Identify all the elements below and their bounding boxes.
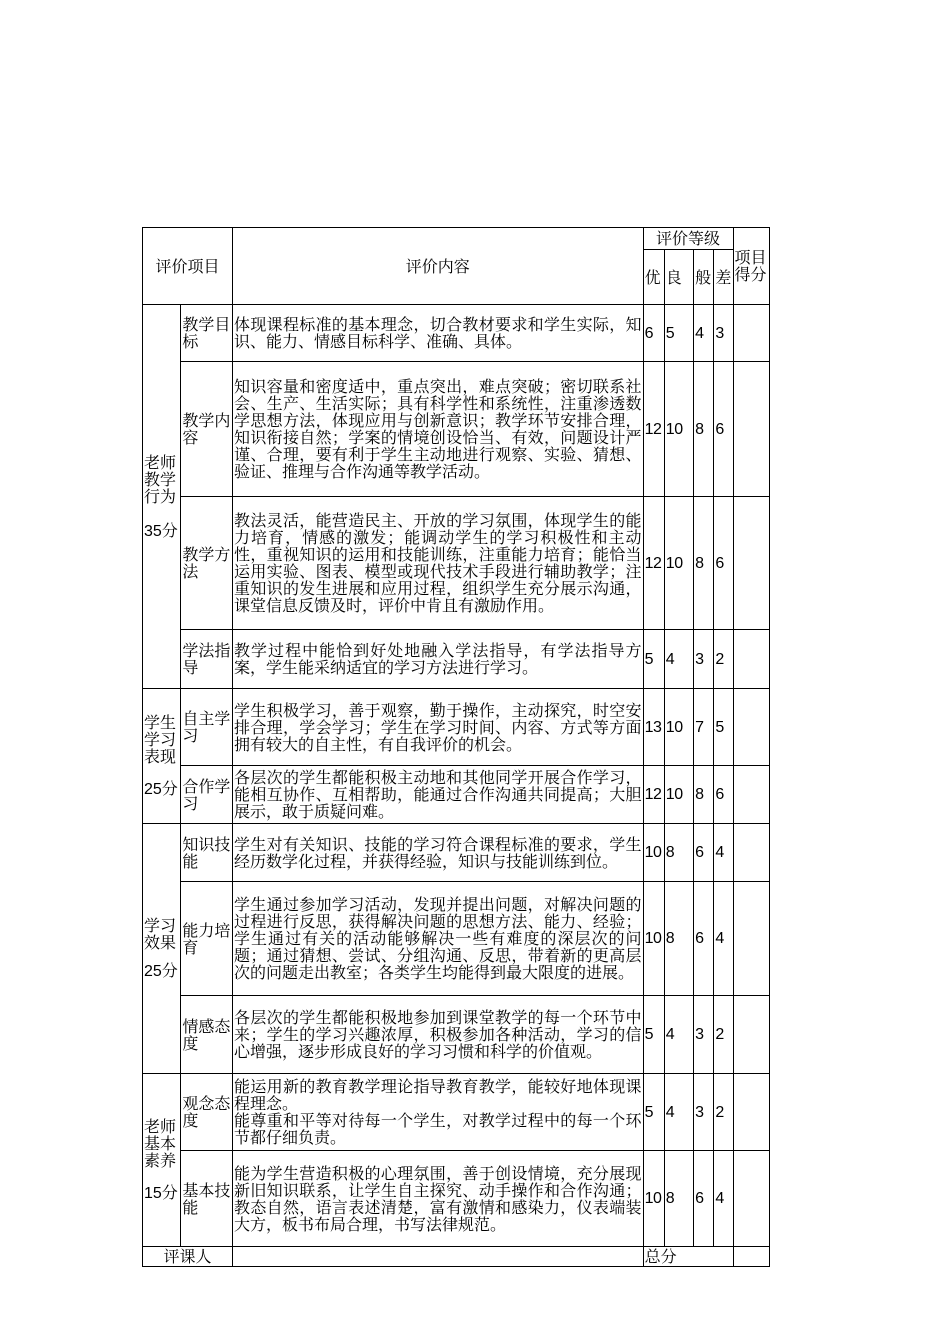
item-score-cell[interactable] xyxy=(733,996,769,1074)
score-average: 8 xyxy=(694,497,714,630)
score-average: 7 xyxy=(694,689,714,766)
score-poor: 4 xyxy=(714,882,733,996)
table-row xyxy=(143,305,770,362)
item-content: 教学过程中能恰到好处地融入学法指导，有学法指导方案，学生能采纳适宜的学习方法进行学习。 xyxy=(233,630,644,689)
score-excellent: 12 xyxy=(643,497,664,630)
category-student-performance xyxy=(143,689,181,824)
header-grade-poor: 差 xyxy=(714,250,733,305)
score-poor: 4 xyxy=(714,824,733,882)
item-content: 能运用新的教育教学理论指导教育教学，能较好地体现课程理念。 能尊重和平等对待每一个学生，对教学过程中的每一个环节都仔细负责。 xyxy=(233,1074,644,1151)
score-average: 3 xyxy=(694,630,714,689)
item-score-cell[interactable] xyxy=(733,766,769,824)
score-excellent: 10 xyxy=(643,824,664,882)
sub-item: 学法指导 xyxy=(181,630,233,689)
category-points: 15分 xyxy=(144,1185,178,1202)
table-row xyxy=(143,1151,770,1247)
score-good: 8 xyxy=(664,882,693,996)
score-poor: 2 xyxy=(714,996,733,1074)
category-teaching-behavior xyxy=(143,305,181,689)
header-grade-average: 般 xyxy=(694,250,714,305)
reviewer-label: 评课人 xyxy=(143,1247,233,1267)
score-poor: 2 xyxy=(714,630,733,689)
category-points: 35分 xyxy=(144,522,178,540)
table-row xyxy=(143,689,770,766)
score-average: 6 xyxy=(694,824,714,882)
category-learning-outcome xyxy=(143,824,181,1074)
score-excellent: 12 xyxy=(643,362,664,497)
item-score-cell[interactable] xyxy=(733,305,769,362)
category-points: 25分 xyxy=(144,781,178,798)
item-content: 学生积极学习，善于观察，勤于操作，主动探究，时空安排合理，学会学习；学生在学习时间、内容、方式等方面拥有较大的自主性，有自我评价的机会。 xyxy=(233,689,644,766)
header-grade-excellent: 优 xyxy=(643,250,664,305)
score-good: 8 xyxy=(664,824,693,882)
score-excellent: 5 xyxy=(643,996,664,1074)
table-row xyxy=(143,996,770,1074)
item-score-cell[interactable] xyxy=(733,1151,769,1247)
score-excellent: 12 xyxy=(643,766,664,824)
score-good: 10 xyxy=(664,497,693,630)
score-good: 8 xyxy=(664,1151,693,1247)
sub-item: 教学目标 xyxy=(181,305,233,362)
item-score-cell[interactable] xyxy=(733,689,769,766)
item-content: 知识容量和密度适中，重点突出，难点突破；密切联系社会、生产、生活实际；具有科学性和系统性，注重渗透数学思想方法，体现应用与创新意识；教学环节安排合理，知识衔接自然；学案的情境创设恰当、有效，问题设计严谨、合理，要有利于学生主动地进行观察、实验、猜想、验证、推理与合作沟通等教学活动。 xyxy=(233,362,644,497)
item-content: 各层次的学生都能积极主动地和其他同学开展合作学习，能相互协作、互相帮助，能通过合作沟通共同提高；大胆展示，敢于质疑问难。 xyxy=(233,766,644,824)
table-row xyxy=(143,362,770,497)
score-poor: 5 xyxy=(714,689,733,766)
category-teacher-quality xyxy=(143,1074,181,1247)
table-row xyxy=(143,824,770,882)
table-row xyxy=(143,630,770,689)
table-row xyxy=(143,497,770,630)
sub-item: 基本技能 xyxy=(181,1151,233,1247)
footer-row xyxy=(143,1247,770,1267)
header-grade-group: 评价等级 xyxy=(643,228,733,250)
score-poor: 3 xyxy=(714,305,733,362)
item-content: 各层次的学生都能积极地参加到课堂教学的每一个环节中来；学生的学习兴趣浓厚，积极参加各种活动，学习的信心增强，逐步形成良好的学习习惯和科学的价值观。 xyxy=(233,996,644,1074)
score-excellent: 5 xyxy=(643,630,664,689)
table-row xyxy=(143,882,770,996)
sub-item: 能力培育 xyxy=(181,882,233,996)
score-good: 4 xyxy=(664,996,693,1074)
item-score-cell[interactable] xyxy=(733,362,769,497)
score-average: 8 xyxy=(694,766,714,824)
item-content: 能为学生营造积极的心理氛围，善于创设情境，充分展现新旧知识联系，让学生自主探究、动手操作和合作沟通；教态自然，语言表述清楚，富有激情和感染力，仪表端装大方，板书布局合理，书写法律规范。 xyxy=(233,1151,644,1247)
category-name: 老师基本素养 xyxy=(144,1117,177,1170)
evaluation-table xyxy=(142,227,770,1267)
header-score: 项目得分 xyxy=(733,228,769,305)
score-good: 4 xyxy=(664,630,693,689)
sub-item: 情感态度 xyxy=(181,996,233,1074)
score-poor: 2 xyxy=(714,1074,733,1151)
score-excellent: 5 xyxy=(643,1074,664,1151)
score-poor: 6 xyxy=(714,766,733,824)
score-average: 3 xyxy=(694,1074,714,1151)
reviewer-field[interactable] xyxy=(233,1247,644,1267)
header-item: 评价项目 xyxy=(143,228,233,305)
item-score-cell[interactable] xyxy=(733,497,769,630)
category-name: 学习效果 xyxy=(144,916,177,952)
score-good: 10 xyxy=(664,766,693,824)
header-content: 评价内容 xyxy=(233,228,644,305)
score-average: 8 xyxy=(694,362,714,497)
total-field[interactable] xyxy=(733,1247,769,1267)
sub-item: 自主学习 xyxy=(181,689,233,766)
score-good: 10 xyxy=(664,689,693,766)
score-average: 3 xyxy=(694,996,714,1074)
item-score-cell[interactable] xyxy=(733,630,769,689)
score-average: 6 xyxy=(694,1151,714,1247)
table-row xyxy=(143,1074,770,1151)
score-excellent: 13 xyxy=(643,689,664,766)
item-score-cell[interactable] xyxy=(733,824,769,882)
score-poor: 6 xyxy=(714,497,733,630)
item-score-cell[interactable] xyxy=(733,882,769,996)
item-content: 学生通过参加学习活动，发现并提出问题，对解决问题的过程进行反思，获得解决问题的思想方法、能力、经验；学生通过有关的活动能够解决一些有难度的深层次的问题；通过猜想、尝试、分组沟通、反思，带着新的更高层次的问题走出教室；各类学生均能得到最大限度的进展。 xyxy=(233,882,644,996)
score-good: 10 xyxy=(664,362,693,497)
item-content: 教法灵活，能营造民主、开放的学习氛围，体现学生的能力培育，情感的激发；能调动学生的学习积极性和主动性，重视知识的运用和技能训练，注重能力培育；能恰当运用实验、图表、模型或现代技术手段进行辅助教学；注重知识的发生进展和应用过程，组织学生充分展示沟通，课堂信息反馈及时，评价中肯且有激励作用。 xyxy=(233,497,644,630)
category-name: 老师教学行为 xyxy=(144,452,177,506)
category-name: 学生学习表现 xyxy=(144,713,177,766)
score-excellent: 10 xyxy=(643,1151,664,1247)
total-label: 总分 xyxy=(643,1247,733,1267)
table-row xyxy=(143,766,770,824)
item-content: 体现课程标准的基本理念，切合教材要求和学生实际，知识、能力、情感目标科学、准确、具体。 xyxy=(233,305,644,362)
score-good: 4 xyxy=(664,1074,693,1151)
score-poor: 4 xyxy=(714,1151,733,1247)
score-good: 5 xyxy=(664,305,693,362)
sub-item: 教学内容 xyxy=(181,362,233,497)
score-average: 4 xyxy=(694,305,714,362)
sub-item: 合作学习 xyxy=(181,766,233,824)
score-poor: 6 xyxy=(714,362,733,497)
header-grade-good: 良 xyxy=(664,250,693,305)
item-score-cell[interactable] xyxy=(733,1074,769,1151)
score-excellent: 10 xyxy=(643,882,664,996)
sub-item: 知识技能 xyxy=(181,824,233,882)
category-points: 25分 xyxy=(144,963,178,980)
sub-item: 教学方法 xyxy=(181,497,233,630)
score-average: 6 xyxy=(694,882,714,996)
score-excellent: 6 xyxy=(643,305,664,362)
item-content: 学生对有关知识、技能的学习符合课程标准的要求，学生经历数学化过程，并获得经验，知识与技能训练到位。 xyxy=(233,824,644,882)
sub-item: 观念态度 xyxy=(181,1074,233,1151)
